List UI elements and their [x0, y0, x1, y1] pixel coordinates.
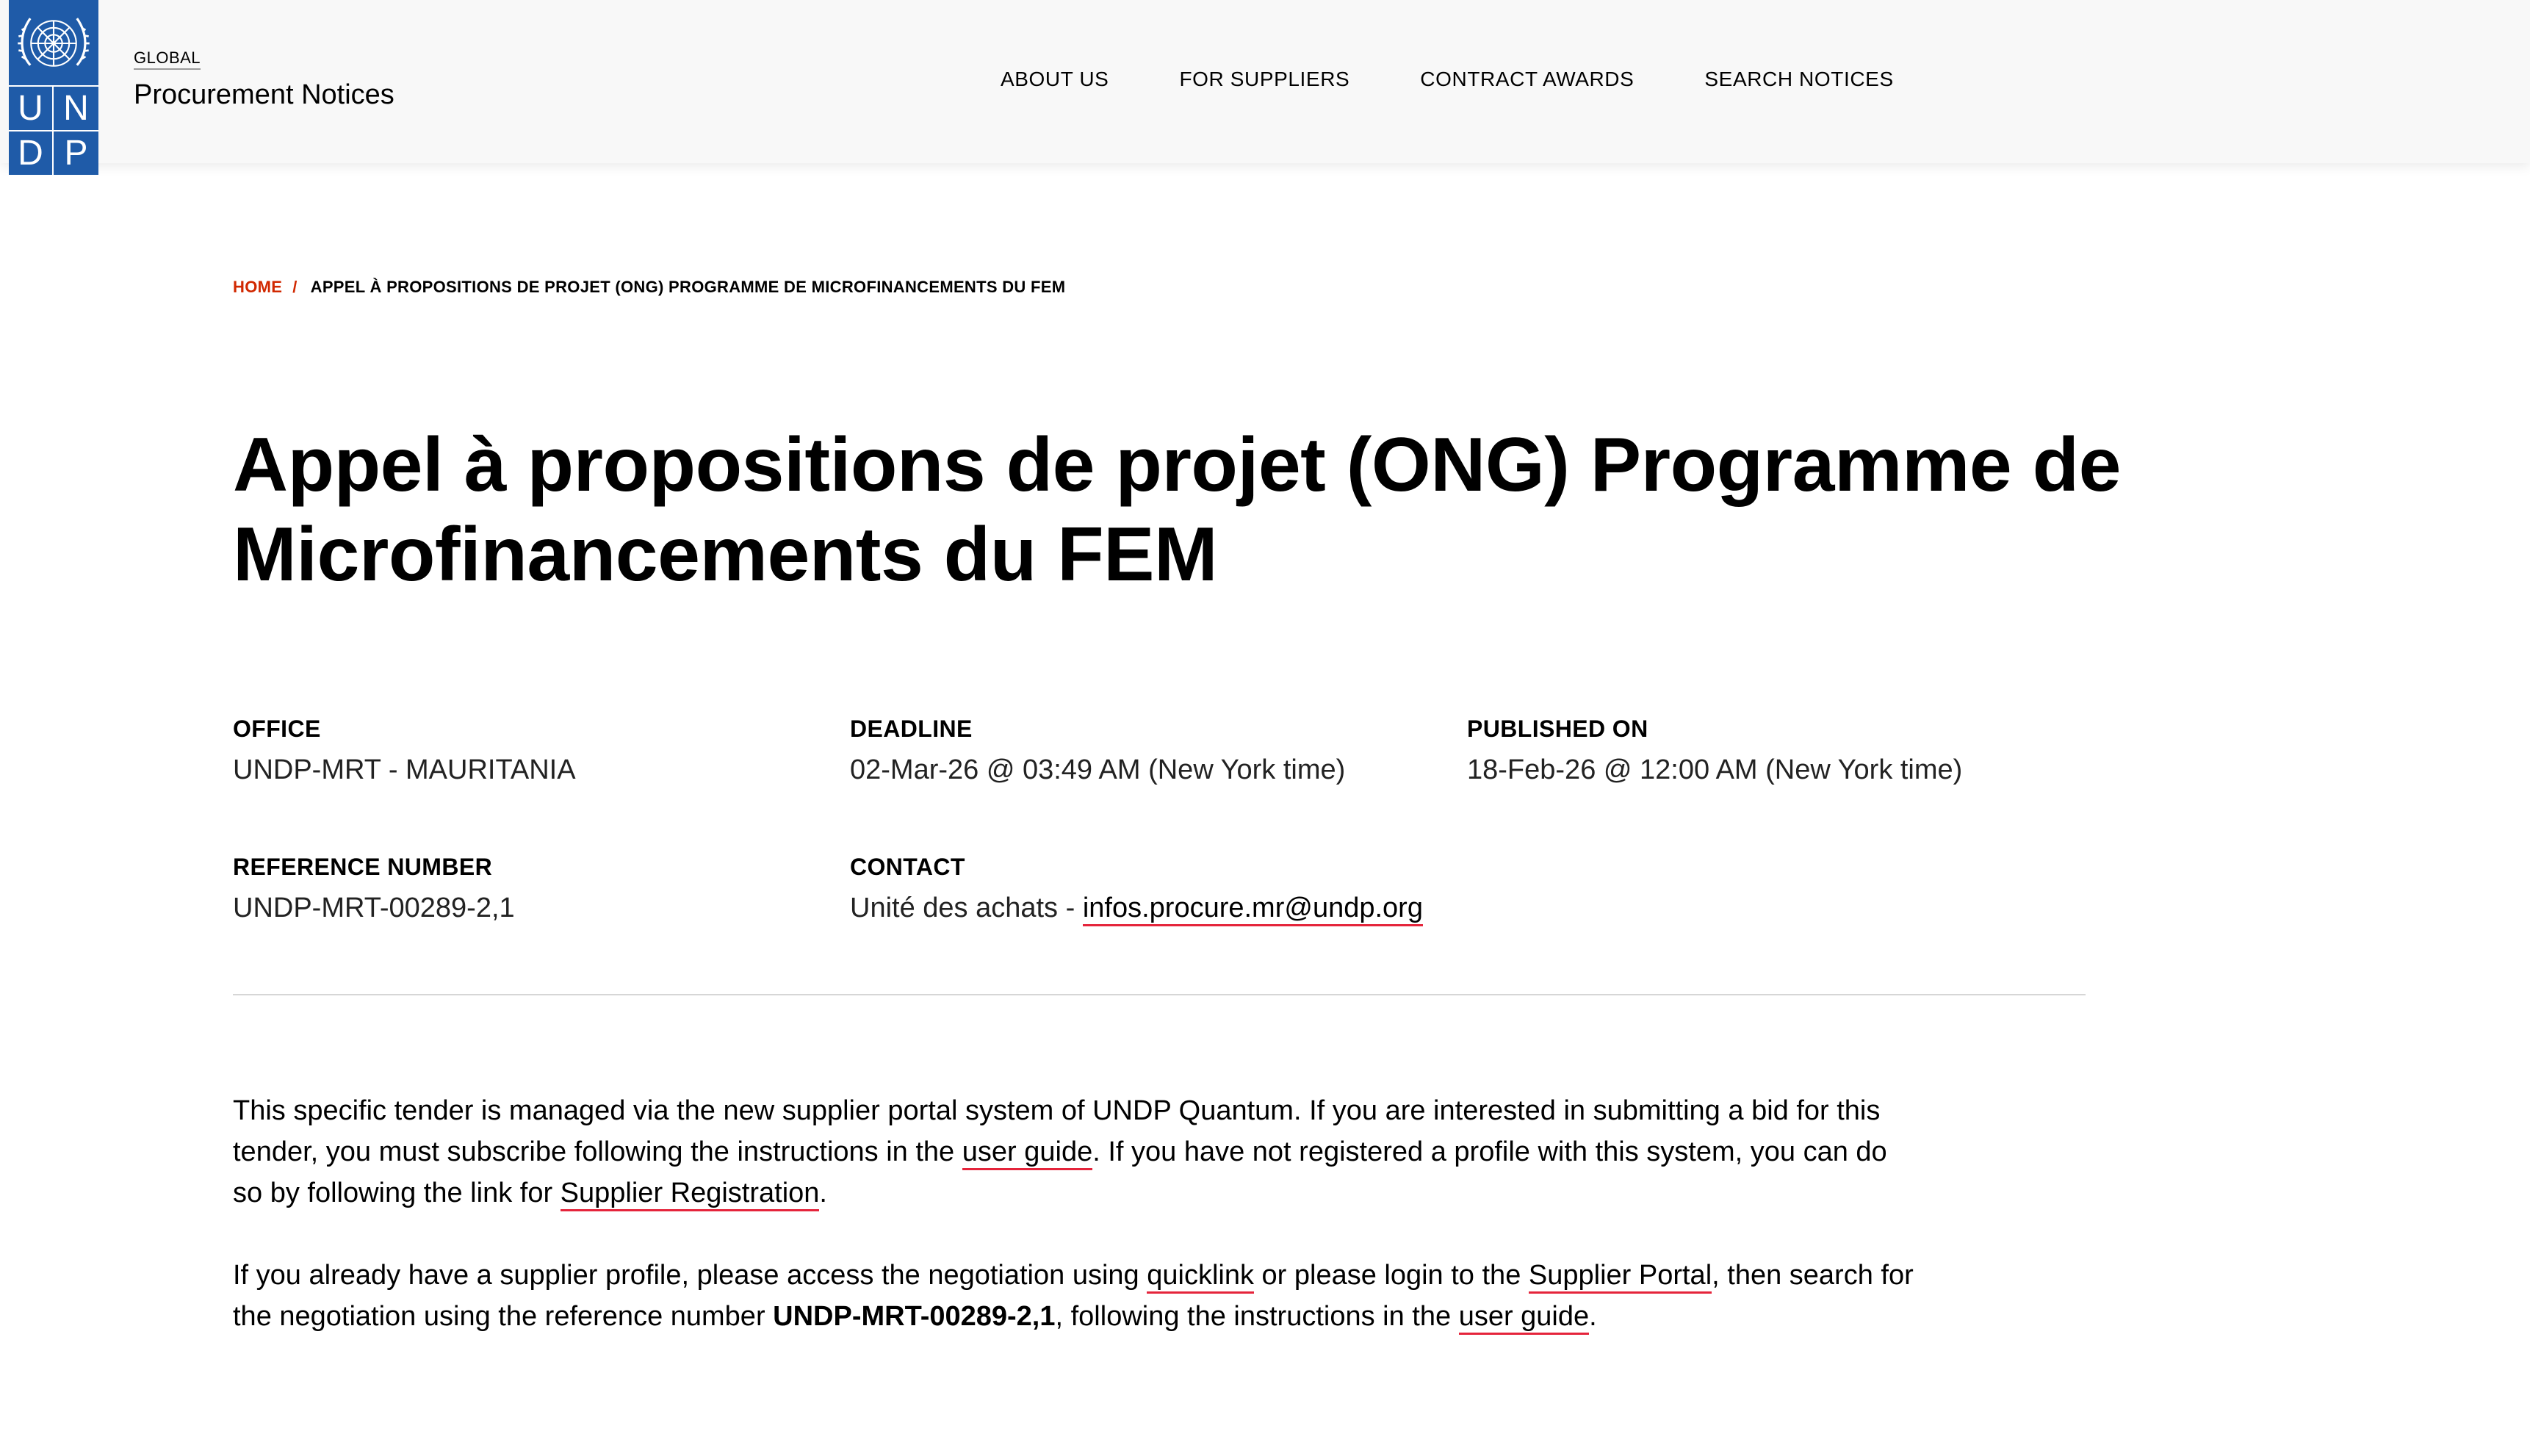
quicklink-link[interactable]: quicklink [1147, 1260, 1254, 1294]
detail-value: 18-Feb-26 @ 12:00 AM (New York time) [1467, 754, 1963, 785]
detail-value: 02-Mar-26 @ 03:49 AM (New York time) [850, 754, 1346, 785]
nav-for-suppliers[interactable]: FOR SUPPLIERS [1179, 68, 1350, 90]
logo-letter: N [54, 85, 98, 130]
paragraph-text: . If you have not registered a profile with this system, you can do so by following the link for [233, 1136, 1887, 1208]
logo-letter: U [9, 85, 54, 130]
divider [233, 994, 2086, 995]
un-emblem-icon [15, 4, 93, 82]
paragraph-text: or please login to the [1253, 1260, 1529, 1291]
nav-contract-awards[interactable]: CONTRACT AWARDS [1420, 68, 1635, 90]
detail-label: CONTACT [850, 854, 965, 880]
detail-label: DEADLINE [850, 716, 973, 742]
breadcrumb-current: APPEL À PROPOSITIONS DE PROJET (ONG) PROGRAMME DE MICROFINANCEMENTS DU FEM [310, 278, 1066, 296]
breadcrumb-separator: / [292, 278, 298, 296]
paragraph-text: If you already have a supplier profile, please access the negotiation using [233, 1260, 1147, 1291]
logo-letter: D [9, 130, 54, 175]
paragraph-text: , then search for the negotiation using the reference number [233, 1260, 1914, 1332]
contact-prefix: Unité des achats - [850, 893, 1083, 923]
user-guide-link[interactable]: user guide [1459, 1301, 1589, 1335]
supplier-profile-paragraph [233, 1255, 1915, 1337]
user-guide-link[interactable]: user guide [962, 1136, 1092, 1170]
undp-letters [9, 85, 98, 175]
site-title[interactable]: Procurement Notices [134, 79, 394, 110]
supplier-portal-link[interactable]: Supplier Portal [1529, 1260, 1712, 1294]
site-kicker-global[interactable]: GLOBAL [134, 50, 201, 70]
supplier-registration-link[interactable]: Supplier Registration [561, 1178, 820, 1211]
detail-reference-number [233, 852, 515, 926]
detail-deadline [850, 714, 1345, 788]
undp-logo[interactable] [9, 0, 98, 175]
main-nav [1001, 66, 1894, 93]
reference-number-bold: UNDP-MRT-00289-2,1 [773, 1301, 1056, 1332]
detail-published-on [1467, 714, 1962, 788]
contact-email-link[interactable]: infos.procure.mr@undp.org [1083, 893, 1423, 926]
paragraph-text: . [819, 1178, 827, 1208]
breadcrumb [233, 276, 1065, 298]
detail-value: UNDP-MRT-00289-2,1 [233, 893, 515, 923]
breadcrumb-home[interactable]: HOME [233, 278, 283, 296]
detail-label: OFFICE [233, 716, 321, 742]
instructions-paragraph [233, 1090, 1915, 1214]
page-title: Appel à propositions de projet (ONG) Programme de Microfinancements du FEM [233, 422, 2122, 597]
nav-search-notices[interactable]: SEARCH NOTICES [1704, 68, 1894, 90]
detail-value [850, 890, 1423, 926]
detail-contact [850, 852, 1423, 926]
paragraph-text: , following the instructions in the [1055, 1301, 1459, 1332]
detail-value: UNDP-MRT - MAURITANIA [233, 754, 576, 785]
site-header [0, 0, 2530, 163]
nav-about-us[interactable]: ABOUT US [1001, 68, 1109, 90]
logo-letter: P [54, 130, 98, 175]
detail-label: PUBLISHED ON [1467, 716, 1648, 742]
paragraph-text: This specific tender is managed via the new supplier portal system of UNDP Quantum. If you are interested in submitting a bid for this tender, you must subscribe following the instructions in the [233, 1095, 1881, 1167]
detail-label: REFERENCE NUMBER [233, 854, 493, 880]
detail-office [233, 714, 576, 788]
paragraph-text: . [1589, 1301, 1597, 1332]
